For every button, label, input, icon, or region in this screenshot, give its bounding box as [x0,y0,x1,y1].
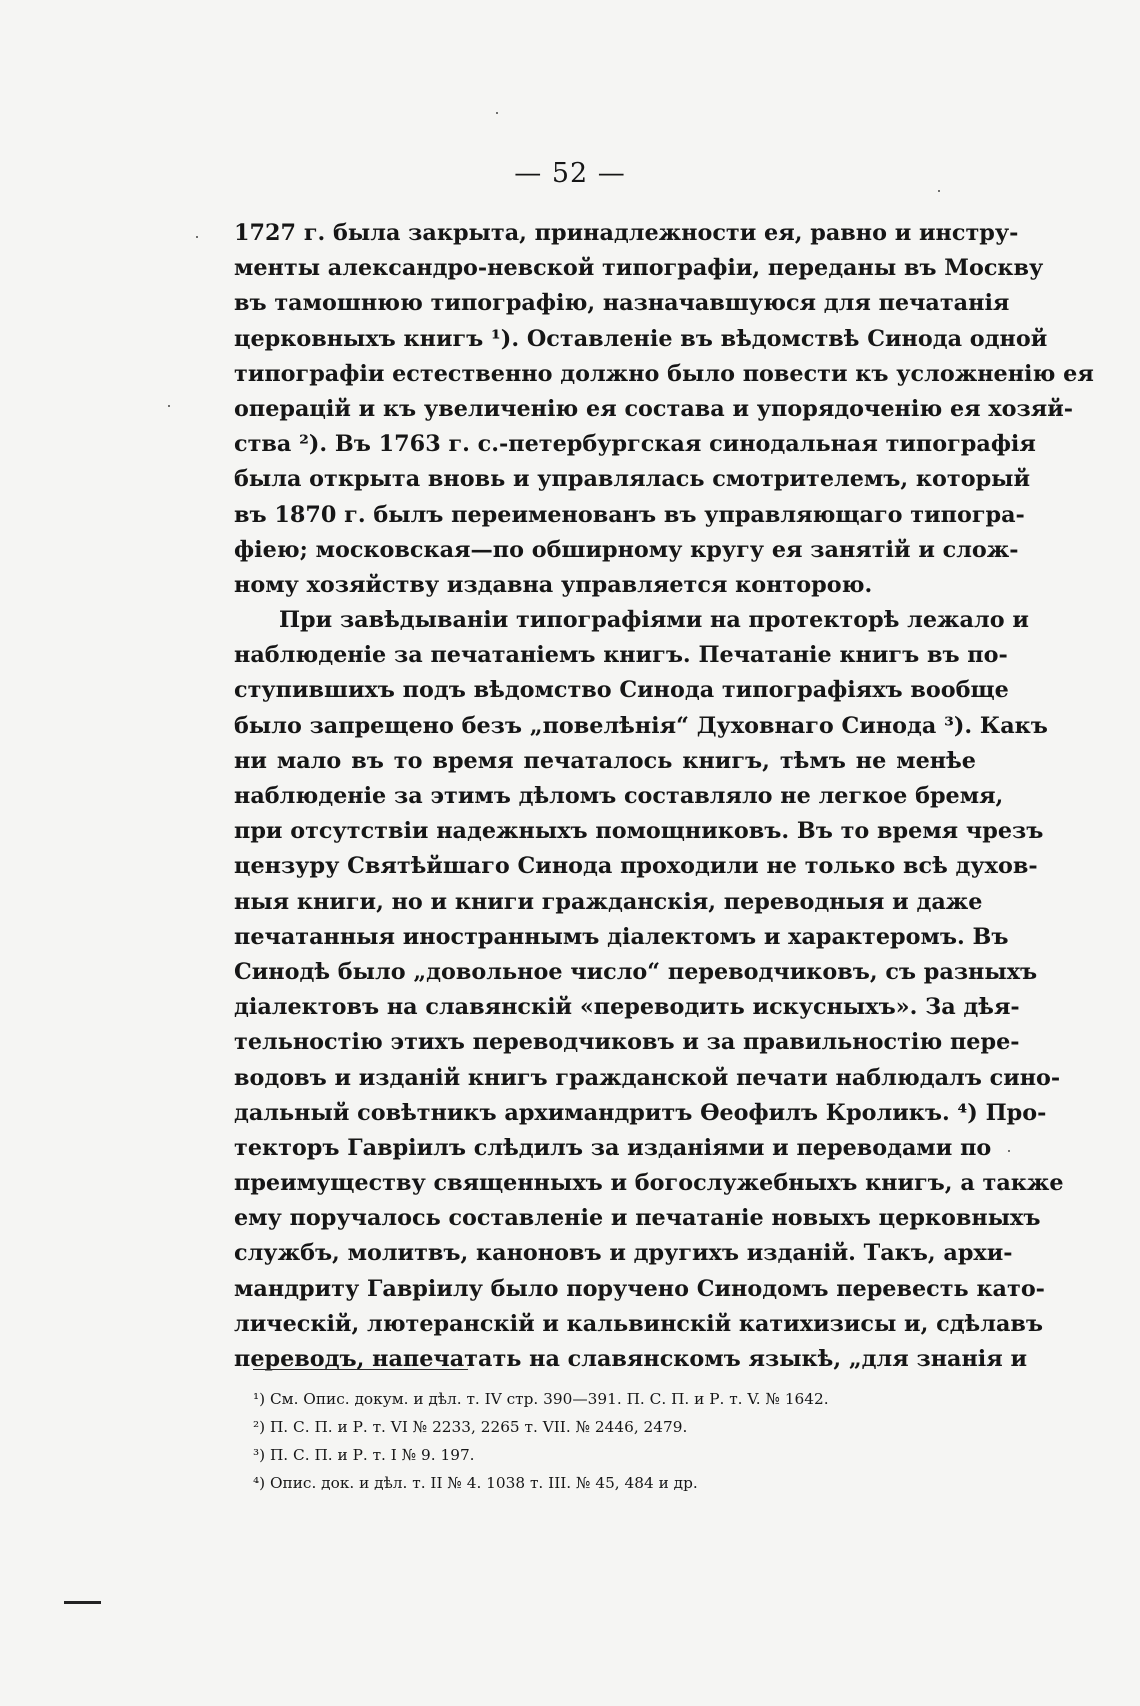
text-line: ныя книги, но и книги гражданскія, переводныя и даже [234,888,983,915]
text-line: службъ, молитвъ, каноновъ и другихъ изданій. Такъ, архи- [234,1240,1013,1267]
text-line: 1727 г. была закрыта, принадлежности ея, равно и инстру- [234,220,1019,246]
text-line-paragraph-start: При завѣдываніи типографіями на протекторѣ лежало и [279,607,1029,634]
margin-mark [64,1601,101,1604]
text-line: лическій, лютеранскій и кальвинскій катихизисы и, сдѣлавъ [234,1310,1044,1337]
text-line: въ 1870 г. былъ переименованъ въ управляющаго типогра- [234,501,1025,528]
footnotes [253,1385,973,1497]
page-number: — 52 — [514,158,626,189]
text-line: діалектовъ на славянскій «переводить искусныхъ». За дѣя- [234,994,1020,1021]
body-text [234,216,1094,1377]
text-line: менты александро-невской типографіи, переданы въ Москву [234,255,1044,282]
text-line: было запрещено безъ „повелѣнія“ Духовнаго Синода ³). Какъ [234,712,1048,739]
text-line: церковныхъ книгъ ¹). Оставленіе въ вѣдомствѣ Синода одной [234,325,1048,352]
text-line: наблюденіе за печатаніемъ книгъ. Печатаніе книгъ въ по- [234,642,1008,669]
scan-speck [496,112,498,114]
text-line: типографіи естественно должно было повести къ усложненію ея [234,360,1094,387]
footnote-1: ¹) См. Опис. докум. и дѣл. т. IV стр. 390—391. П. С. П. и Р. т. V. № 1642. [253,1390,829,1408]
text-line: была открыта вновь и управлялась смотрителемъ, который [234,466,1031,493]
scan-speck [196,236,198,238]
text-line: водовъ и изданій книгъ гражданской печати наблюдалъ сино- [234,1064,1061,1091]
text-line: тельностію этихъ переводчиковъ и за правильностію пере- [234,1029,1020,1056]
text-line: въ тамошнюю типографію, назначавшуюся для печатанія [234,290,1010,317]
text-line: преимуществу священныхъ и богослужебныхъ книгъ, а также [234,1170,1064,1197]
text-line-paragraph-end: ному хозяйству издавна управляется конторою. [234,571,873,598]
text-line: цензуру Святѣйшаго Синода проходили не только всѣ духов- [234,853,1038,880]
text-line: ни мало въ то время печаталось книгъ, тѣмъ не менѣе [234,747,976,774]
footnote-4: ⁴) Опис. док. и дѣл. т. II № 4. 1038 т. III. № 45, 484 и др. [253,1474,698,1492]
text-line: Синодѣ было „довольное число“ переводчиковъ, съ разныхъ [234,958,1038,985]
scan-speck [168,405,170,407]
text-line: переводъ, напечатать на славянскомъ языкѣ, „для знанія и [234,1346,1028,1372]
footnote-2: ²) П. С. П. и Р. т. VI № 2233, 2265 т. VII. № 2446, 2479. [253,1418,688,1436]
text-line: дальный совѣтникъ архимандритъ Ѳеофилъ Кроликъ. ⁴) Про- [234,1099,1047,1126]
text-line: ства ²). Въ 1763 г. с.-петербургская синодальная типографія [234,431,1036,458]
text-line: при отсутствіи надежныхъ помощниковъ. Въ то время чрезъ [234,818,1044,845]
footnote-3: ³) П. С. П. и Р. т. I № 9. 197. [253,1446,475,1464]
text-line: ему поручалось составленіе и печатаніе новыхъ церковныхъ [234,1205,1041,1232]
text-line: ступившихъ подъ вѣдомство Синода типографіяхъ вообще [234,677,1009,704]
scan-speck [1008,1150,1010,1152]
text-line: мандриту Гавріилу было поручено Синодомъ перевесть като- [234,1275,1045,1302]
footnote-separator [253,1369,468,1370]
text-line: наблюденіе за этимъ дѣломъ составляло не легкое бремя, [234,783,1004,809]
text-line: печатанныя иностраннымъ діалектомъ и характеромъ. Въ [234,923,1009,950]
scan-speck [938,190,940,192]
text-line: текторъ Гавріилъ слѣдилъ за изданіями и переводами по [234,1134,992,1161]
text-line: операцій и къ увеличенію ея состава и упорядоченію ея хозяй- [234,395,1074,422]
text-line: фіею; московская—по обширному кругу ея занятій и слож- [234,536,1019,563]
